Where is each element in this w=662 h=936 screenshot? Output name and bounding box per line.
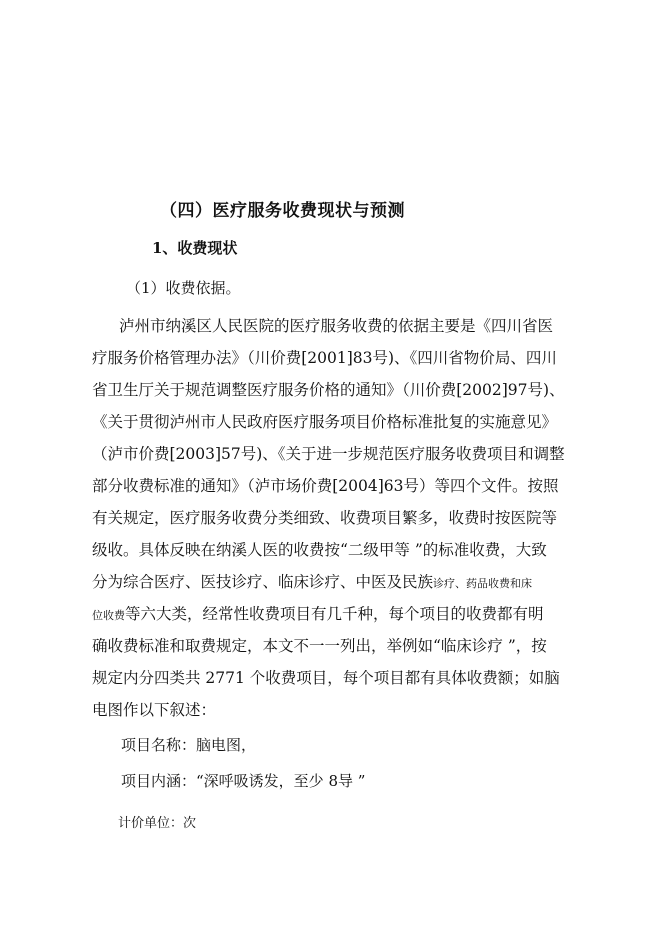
paragraph-line: 确收费标准和取费规定，本文不一一列出，举例如“临床诊疗 ”，按	[92, 637, 547, 655]
paragraph-small-text: 位收费	[92, 609, 125, 622]
body-paragraph	[92, 315, 592, 731]
paragraph-line: （泸市价费[2003]57号)、《关于进一步规范医疗服务收费项目和调整	[92, 445, 565, 463]
paragraph-line	[92, 571, 592, 603]
paragraph-line: 级收。具体反映在纳溪人医的收费按“二级甲等 ”的标准收费，大致	[92, 541, 547, 559]
paragraph-text: 等六大类，经常性收费项目有几千种，每个项目的收费都有明	[125, 605, 544, 623]
paragraph-small-text: 诊疗、药品收费和床	[433, 577, 533, 590]
paragraph-line: 规定内分四类共 2771 个收费项目，每个项目都有具体收费额；如脑	[92, 669, 560, 687]
paragraph-line: 泸州市纳溪区人民医院的医疗服务收费的依据主要是《四川省医	[119, 317, 554, 335]
paragraph-text: 分为综合医疗、医技诊疗、临床诊疗、中医及民族	[92, 573, 434, 591]
paragraph-line: 省卫生厅关于规范调整医疗服务价格的通知》（川价费[2002]97号)、	[92, 381, 565, 399]
paragraph-line: 有关规定，医疗服务收费分类细致、收费项目繁多，收费时按医院等	[92, 509, 558, 527]
item-name-field: 项目名称：脑电图，	[121, 736, 257, 754]
section-title: （四）医疗服务收费现状与预测	[160, 201, 405, 221]
subsection-title: 1、收费现状	[152, 239, 238, 257]
paragraph-line: 部分收费标准的通知》（泸市场价费[2004]63号）等四个文件。按照	[92, 477, 559, 495]
paragraph-line: 电图作以下叙述：	[92, 701, 217, 719]
item-heading: （1）收费依据。	[126, 279, 241, 297]
item-content-field: 项目内涵：“深呼吸诱发，至少 8导 ”	[121, 772, 366, 790]
paragraph-line: 《关于贯彻泸州市人民政府医疗服务项目价格标准批复的实施意见》	[92, 413, 558, 431]
pricing-unit-field: 计价单位：次	[118, 816, 197, 831]
paragraph-line: 疗服务价格管理办法》（川价费[2001]83号)、《四川省物价局、四川	[92, 349, 557, 367]
paragraph-line	[92, 603, 592, 635]
